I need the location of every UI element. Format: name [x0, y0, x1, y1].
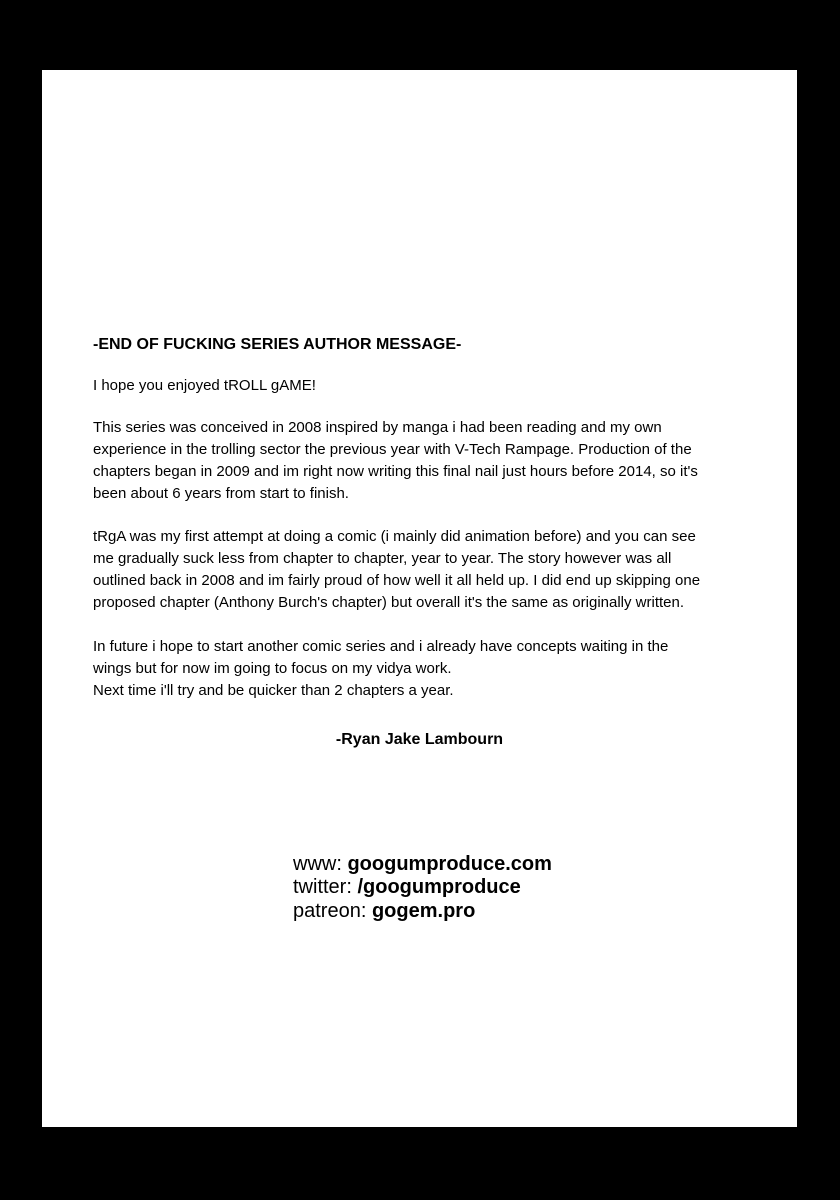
link-url: /googumproduce [357, 876, 521, 899]
paragraph-line: outlined back in 2008 and im fairly proud of how well it all held up. I did end up skipping one [93, 572, 701, 589]
paragraph-first-attempt [93, 526, 753, 614]
paragraph-line: In future i hope to start another comic series and i already have concepts waiting in the [93, 638, 669, 655]
paragraph-line: tRgA was my first attempt at doing a comic (i mainly did animation before) and you can see [93, 528, 696, 545]
author-message-page [42, 70, 797, 1127]
link-label: www: [293, 853, 348, 875]
author-signature: -Ryan Jake Lambourn [335, 731, 504, 748]
link-row-patreon [293, 900, 552, 923]
link-row-twitter [293, 876, 552, 899]
link-url: googumproduce.com [347, 853, 552, 875]
paragraph-line: This series was conceived in 2008 inspired by manga i had been reading and my own [93, 419, 662, 436]
paragraph-line: me gradually suck less from chapter to chapter, year to year. The story however was all [93, 550, 672, 567]
paragraph-line: been about 6 years from start to finish. [93, 485, 349, 502]
link-label: patreon: [293, 899, 372, 922]
paragraph-future [93, 636, 753, 702]
link-row-www [293, 853, 552, 876]
paragraph-production [93, 417, 753, 505]
links-block [293, 853, 552, 923]
paragraph-line: proposed chapter (Anthony Burch's chapter) but overall it's the same as originally written. [93, 594, 685, 611]
intro-paragraph: I hope you enjoyed tROLL gAME! [93, 377, 316, 394]
paragraph-line: chapters began in 2009 and im right now writing this final nail just hours before 2014, so it's [93, 463, 698, 480]
paragraph-line: Next time i'll try and be quicker than 2 chapters a year. [93, 682, 454, 699]
link-label: twitter: [293, 876, 358, 899]
paragraph-line: wings but for now im going to focus on my vidya work. [93, 660, 452, 677]
author-message-heading: -END OF FUCKING SERIES AUTHOR MESSAGE- [93, 336, 462, 353]
link-url: gogem.pro [371, 899, 476, 922]
paragraph-line: experience in the trolling sector the previous year with V-Tech Rampage. Production of the [93, 441, 692, 458]
